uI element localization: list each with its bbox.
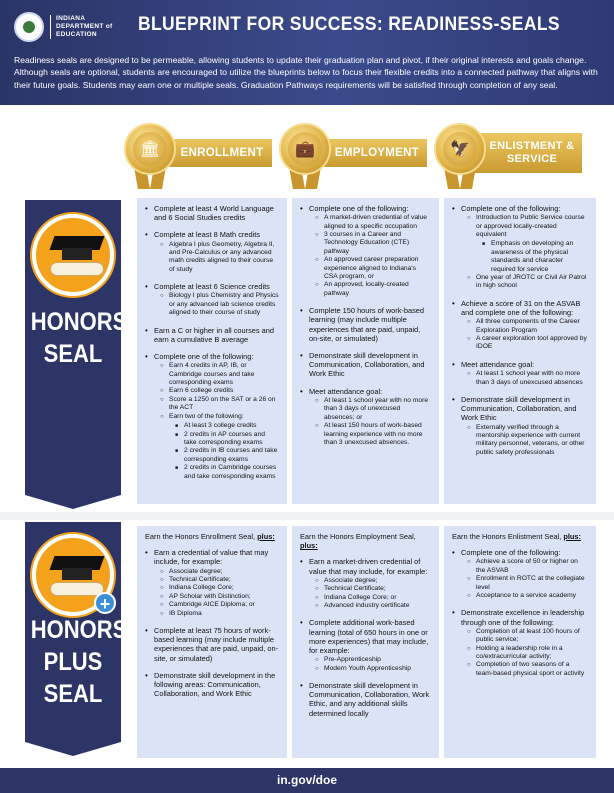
idoe-logo: [14, 10, 124, 44]
sub-item: ○ A market-driven credential of value aligned to a specific occupation: [315, 214, 431, 231]
plus-enrollment-box: [137, 526, 287, 758]
footer-url[interactable]: in.gov/doe: [0, 768, 614, 793]
list-item: • Earn a market-driven credential of value that may include, for example: ○ Associate degree; ○ Technical Certificate; ○ Indiana College Core; or ○ Advanced industry certificate: [300, 557, 431, 610]
sub-item: ○ At least 1 school year with no more than 3 days of unexcused absences: [467, 370, 588, 387]
sub-sub-item: ■ At least 3 college credits: [175, 422, 279, 430]
sub-item: ○ One year of JROTC or Civil Air Patrol in high school: [467, 274, 588, 291]
box-lead: Earn the Honors Employment Seal, plus:: [300, 532, 416, 551]
honors-enlistment-box: [444, 198, 596, 504]
sub-item: ○ Earn 6 college credits: [160, 387, 279, 395]
list-item: • Complete one of the following: ○ Achieve a score of 50 or higher on the ASVAB ○ Enrollment in ROTC at the collegiate level ○ Acceptance to a service academy: [452, 548, 588, 600]
banner-point: [25, 495, 121, 509]
list-item: • Complete one of the following: ○ A market-driven credential of value aligned to a specific occupation ○ 3 courses in a Career and Technology Education (CTE) pathway ○ An approved career preparation experience aligned to Indiana's CSA program, or ○ An approved, locally-created pathway: [300, 204, 431, 298]
enlistment-medal-icon: [434, 123, 486, 193]
plus-icon: +: [94, 592, 116, 614]
sub-item: ○ An approved career preparation experience aligned to Indiana's CSA program, or: [315, 256, 431, 281]
list-item: • Complete one of the following: ○ Earn 4 credits in AP, IB, or Cambridge courses and take corresponding exams ○ Earn 6 college credits ○ Score a 1250 on the SAT or a 26 on the ACT ○ Earn two of the following: ■ At least 3 college credits ■ 2 credits in AP courses and take corresponding exams ■ 2 credits in IB courses and take corresponding exams ■ 2 credits in Cambridge courses and take corresponding exams: [145, 352, 279, 481]
honors-plus-seal-banner: [25, 522, 128, 742]
sub-item: ○ Introduction to Public Service course or approved locally-created equivalent ■ Emphasis on developing an awareness of the physical standards and character required for service: [467, 214, 588, 274]
column-label: ENLISTMENT & SERVICE: [472, 133, 582, 173]
sub-sub-item: ■ Emphasis on developing an awareness of the physical standards and character required for service: [482, 240, 588, 274]
sub-item: ○ Cambridge AICE Diploma; or: [160, 601, 279, 609]
list-item: • Complete at least 8 Math credits ○ Algebra I plus Geometry, Algebra II, and Pre-Calculus or any advanced math credits aligned to their course of study: [145, 230, 279, 274]
page-header: [0, 0, 614, 105]
building-icon: 🏛: [133, 132, 167, 166]
row-title: HONORS PLUS SEAL: [30, 616, 128, 708]
list-item: • Demonstrate skill development in Communication, Collaboration, and Work Ethic: [300, 351, 431, 379]
honors-seal-banner: [25, 200, 128, 495]
logo-line: DEPARTMENT of: [56, 23, 113, 30]
graduation-cap-icon: [32, 214, 114, 296]
list-item: • Complete at least 6 Science credits ○ Biology I plus Chemistry and Physics or any advanced lab science credits aligned to their course of study: [145, 282, 279, 317]
sub-item: ○ Indiana College Core; or: [315, 594, 431, 602]
sub-item: ○ Advanced industry certificate: [315, 602, 431, 610]
list-item: • Meet attendance goal: ○ At least 1 school year with no more than 3 days of unexcused absences: [452, 360, 588, 387]
graduation-cap-icon: [32, 534, 114, 616]
sub-item: ○ 3 courses in a Career and Technology Education (CTE) pathway: [315, 231, 431, 256]
sub-item: ○ Modern Youth Apprenticeship: [315, 665, 431, 673]
sub-item: ○ All three components of the Career Exploration Program: [467, 318, 588, 335]
eagle-icon: 🦅: [443, 132, 477, 166]
sub-item: ○ Earn two of the following: ■ At least 3 college credits ■ 2 credits in AP courses and take corresponding exams ■ 2 credits in IB courses and take corresponding exams ■ 2 credits in Cambridge courses and take corresponding exams: [160, 413, 279, 481]
sub-item: ○ At least 150 hours of work-based learning experience with no more than 3 unexcused absences.: [315, 422, 431, 447]
logo-line: EDUCATION: [56, 31, 97, 38]
sub-item: ○ AP Scholar with Distinction;: [160, 593, 279, 601]
plus-employment-box: [292, 526, 439, 758]
banner-point: [25, 742, 121, 756]
row-title: HONORS SEAL: [30, 308, 128, 368]
sub-item: ○ Completion of two seasons of a team-based physical sport or activity: [467, 661, 588, 678]
sub-item: ○ Acceptance to a service academy: [467, 592, 588, 600]
sub-item: ○ Externally verified through a mentorship experience with current military personnel, veterans, or other public safety professionals: [467, 424, 588, 458]
sub-sub-item: ■ 2 credits in AP courses and take corresponding exams: [175, 431, 279, 448]
enrollment-medal-icon: [124, 123, 176, 193]
list-item: • Meet attendance goal: ○ At least 1 school year with no more than 3 days of unexcused absences; or ○ At least 150 hours of work-based learning experience with no more than 3 unexcused absences.: [300, 387, 431, 448]
sub-item: ○ Biology I plus Chemistry and Physics or any advanced lab science credits aligned to their course of study: [160, 292, 279, 317]
sub-sub-item: ■ 2 credits in Cambridge courses and take corresponding exams: [175, 464, 279, 481]
list-item: • Earn a credential of value that may include, for example: ○ Associate degree; ○ Technical Certificate; ○ Indiana College Core; ○ AP Scholar with Distinction; ○ Cambridge AICE Diploma; or ○ IB Diploma: [145, 548, 279, 618]
list-item: • Demonstrate skill development in the following areas: Communication, Collaboration, and Work Ethic: [145, 671, 279, 699]
sub-item: ○ Indiana College Core;: [160, 584, 279, 592]
sub-item: ○ An approved, locally-created pathway: [315, 281, 431, 298]
plus-enlistment-box: [444, 526, 596, 758]
section-divider: [0, 512, 614, 520]
briefcase-icon: 💼: [288, 132, 322, 166]
honors-employment-box: [292, 198, 439, 504]
sub-item: ○ Algebra I plus Geometry, Algebra II, and Pre-Calculus or any advanced math credits aligned to their course of study: [160, 241, 279, 275]
intro-paragraph: Readiness seals are designed to be permeable, allowing students to update their graduation plan and pivot, if their original interests and goals change. Although seals are optional, students are encouraged to utilize the blueprints below to focus their flexible credits into a connected pathway that aligns with their future goals. Students may earn one or multiple seals. Graduation Pathways requirements will be satisfied through completion of any seal.: [14, 55, 598, 90]
sub-item: ○ At least 1 school year with no more than 3 days of unexcused absences; or: [315, 397, 431, 422]
list-item: • Demonstrate skill development in Communication, Collaboration, and Work Ethic ○ Externally verified through a mentorship experience with current military personnel, veterans, or other public safety professionals: [452, 395, 588, 457]
honors-enrollment-box: [137, 198, 287, 504]
list-item: • Demonstrate skill development in Communication, Collaboration, Work Ethic, and any additional skills determined locally: [300, 681, 431, 718]
list-item: • Achieve a score of 31 on the ASVAB and complete one of the following: ○ All three components of the Career Exploration Program ○ A career exploration tool approved by IDOE: [452, 299, 588, 352]
list-item: • Complete at least 4 World Language and 6 Social Studies credits: [145, 204, 279, 222]
sub-sub-item: ■ 2 credits in IB courses and take corresponding exams: [175, 447, 279, 464]
state-seal-icon: [14, 12, 44, 42]
list-item: • Complete additional work-based learning (total of 650 hours in one or more experiences) that may include, for example: ○ Pre-Apprenticeship ○ Modern Youth Apprenticeship: [300, 618, 431, 673]
list-item: • Complete at least 75 hours of work-based learning (may include multiple experiences that are paid, unpaid, on-site, or simulated): [145, 626, 279, 663]
sub-item: ○ Earn 4 credits in AP, IB, or Cambridge courses and take corresponding exams: [160, 362, 279, 387]
column-label: ENROLLMENT: [162, 139, 272, 167]
sub-item: ○ IB Diploma: [160, 610, 279, 618]
list-item: • Demonstrate excellence in leadership through one of the following: ○ Completion of at least 100 hours of public service; ○ Holding a leadership role in a co/extracurricular activity; ○ Completion of two seasons of a team-based physical sport or activity: [452, 608, 588, 678]
sub-item: ○ Holding a leadership role in a co/extracurricular activity;: [467, 645, 588, 662]
sub-item: ○ Associate degree;: [160, 568, 279, 576]
employment-medal-icon: [279, 123, 331, 193]
sub-item: ○ A career exploration tool approved by IDOE: [467, 335, 588, 352]
sub-item: ○ Enrollment in ROTC at the collegiate level: [467, 575, 588, 592]
sub-item: ○ Pre-Apprenticeship: [315, 656, 431, 664]
sub-item: ○ Score a 1250 on the SAT or a 26 on the ACT: [160, 396, 279, 413]
list-item: • Complete 150 hours of work-based learning (may include multiple experiences that are paid, unpaid, on-site, or simulated): [300, 306, 431, 343]
sub-item: ○ Achieve a score of 50 or higher on the ASVAB: [467, 558, 588, 575]
box-lead: Earn the Honors Enlistment Seal, plus:: [452, 532, 581, 541]
box-lead: Earn the Honors Enrollment Seal, plus:: [145, 532, 275, 541]
sub-item: ○ Associate degree;: [315, 577, 431, 585]
column-label: EMPLOYMENT: [317, 139, 427, 167]
list-item: • Complete one of the following: ○ Introduction to Public Service course or approved locally-created equivalent ■ Emphasis on developing an awareness of the physical standards and character required for service ○ One year of JROTC or Civil Air Patrol in high school: [452, 204, 588, 291]
sub-item: ○ Technical Certificate;: [160, 576, 279, 584]
sub-item: ○ Completion of at least 100 hours of public service;: [467, 628, 588, 645]
list-item: • Earn a C or higher in all courses and earn a cumulative B average: [145, 326, 279, 344]
sub-item: ○ Technical Certificate;: [315, 585, 431, 593]
logo-line: INDIANA: [56, 15, 86, 22]
page-title: BLUEPRINT FOR SUCCESS: READINESS-SEALS: [138, 14, 560, 35]
